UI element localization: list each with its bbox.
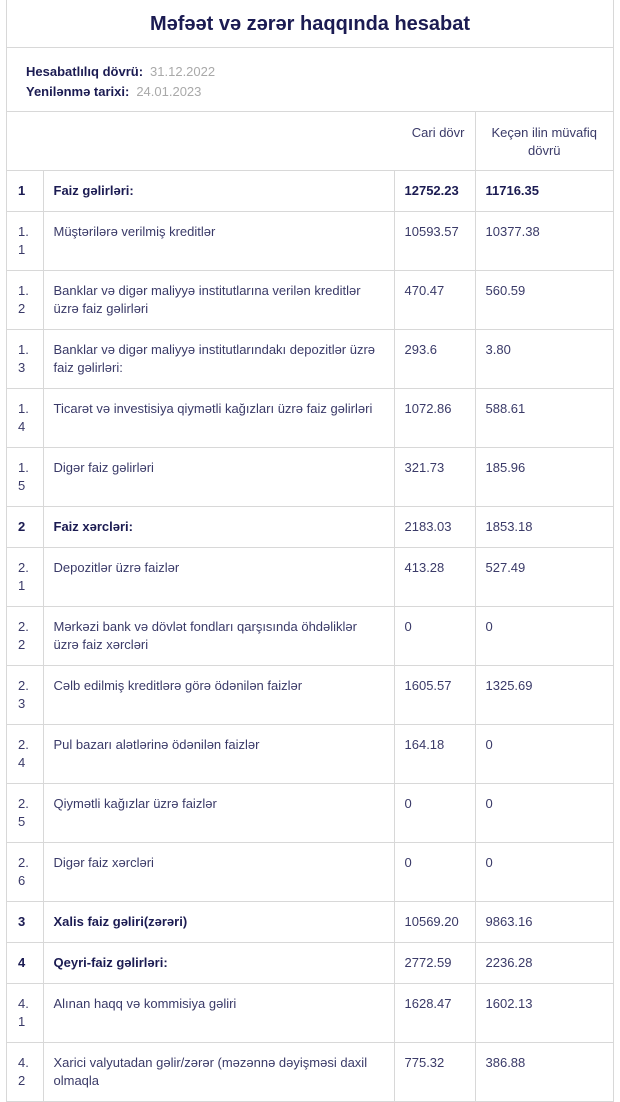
- row-number: 2.2: [7, 607, 43, 666]
- row-number: 2: [7, 507, 43, 548]
- row-current-value: 0: [394, 784, 475, 843]
- table-row: [7, 389, 613, 448]
- row-label: Mərkəzi bank və dövlət fondları qarşısında öhdəliklər üzrə faiz xərcləri: [43, 607, 394, 666]
- row-number: 4.2: [7, 1043, 43, 1102]
- table-row: [7, 843, 613, 902]
- row-previous-value: 10377.38: [475, 212, 613, 271]
- row-current-value: 1072.86: [394, 389, 475, 448]
- table-row: [7, 271, 613, 330]
- row-number: 1: [7, 171, 43, 212]
- row-current-value: 2772.59: [394, 943, 475, 984]
- update-date-value: 24.01.2023: [136, 84, 202, 99]
- row-number: 3: [7, 902, 43, 943]
- row-number: 2.1: [7, 548, 43, 607]
- table-header-row: [7, 112, 613, 171]
- page-title: Məfəət və zərər haqqında hesabat: [149, 13, 471, 35]
- report-period-line: [26, 62, 613, 82]
- row-previous-value: 1325.69: [475, 666, 613, 725]
- row-label: Digər faiz xərcləri: [43, 843, 394, 902]
- row-current-value: 2183.03: [394, 507, 475, 548]
- header-current-period: Cari dövr: [394, 112, 475, 171]
- table-row: [7, 984, 613, 1043]
- row-label: Faiz xərcləri:: [43, 507, 394, 548]
- row-label: Banklar və digər maliyyə institutlarına verilən kreditlər üzrə faiz gəlirləri: [43, 271, 394, 330]
- table-row: [7, 784, 613, 843]
- table-row: [7, 507, 613, 548]
- row-previous-value: 1853.18: [475, 507, 613, 548]
- table-row: [7, 212, 613, 271]
- table-row: [7, 725, 613, 784]
- row-current-value: 10593.57: [394, 212, 475, 271]
- row-number: 4: [7, 943, 43, 984]
- row-label: Müştərilərə verilmiş kreditlər: [43, 212, 394, 271]
- row-previous-value: 0: [475, 725, 613, 784]
- report-card: [6, 0, 614, 1102]
- update-date-line: [26, 82, 613, 102]
- row-label: Cəlb edilmiş kreditlərə görə ödənilən faizlər: [43, 666, 394, 725]
- row-previous-value: 11716.35: [475, 171, 613, 212]
- row-label: Alınan haqq və kommisiya gəliri: [43, 984, 394, 1043]
- row-previous-value: 0: [475, 843, 613, 902]
- report-period-label: Hesabatlılıq dövrü:: [26, 64, 144, 79]
- row-previous-value: 185.96: [475, 448, 613, 507]
- row-label: Faiz gəlirləri:: [43, 171, 394, 212]
- table-row: [7, 902, 613, 943]
- row-current-value: 321.73: [394, 448, 475, 507]
- row-current-value: 164.18: [394, 725, 475, 784]
- table-row: [7, 548, 613, 607]
- report-period-value: 31.12.2022: [150, 64, 216, 79]
- row-label: Qeyri-faiz gəlirləri:: [43, 943, 394, 984]
- row-current-value: 1628.47: [394, 984, 475, 1043]
- row-previous-value: 0: [475, 607, 613, 666]
- row-previous-value: 3.80: [475, 330, 613, 389]
- row-previous-value: 1602.13: [475, 984, 613, 1043]
- row-number: 1.4: [7, 389, 43, 448]
- row-number: 4.1: [7, 984, 43, 1043]
- row-current-value: 0: [394, 843, 475, 902]
- update-date-label: Yenilənmə tarixi:: [26, 84, 130, 99]
- row-number: 2.3: [7, 666, 43, 725]
- table-row: [7, 330, 613, 389]
- row-number: 1.3: [7, 330, 43, 389]
- row-label: Xarici valyutadan gəlir/zərər (məzənnə dəyişməsi daxil olmaqla: [43, 1043, 394, 1102]
- row-number: 1.1: [7, 212, 43, 271]
- row-label: Banklar və digər maliyyə institutlarındakı depozitlər üzrə faiz gəlirləri:: [43, 330, 394, 389]
- table-row: [7, 607, 613, 666]
- row-current-value: 1605.57: [394, 666, 475, 725]
- report-meta: [7, 48, 613, 112]
- row-previous-value: 386.88: [475, 1043, 613, 1102]
- row-current-value: 12752.23: [394, 171, 475, 212]
- report-title-bar: [7, 0, 613, 48]
- row-previous-value: 588.61: [475, 389, 613, 448]
- row-label: Ticarət və investisiya qiymətli kağızları üzrə faiz gəlirləri: [43, 389, 394, 448]
- row-number: 2.4: [7, 725, 43, 784]
- row-label: Qiymətli kağızlar üzrə faizlər: [43, 784, 394, 843]
- row-current-value: 10569.20: [394, 902, 475, 943]
- table-row: [7, 171, 613, 212]
- table-row: [7, 448, 613, 507]
- row-current-value: 0: [394, 607, 475, 666]
- row-previous-value: 560.59: [475, 271, 613, 330]
- header-previous-period: Keçən ilin müvafiq dövrü: [475, 112, 613, 171]
- row-current-value: 775.32: [394, 1043, 475, 1102]
- table-row: [7, 943, 613, 984]
- row-number: 2.6: [7, 843, 43, 902]
- row-number: 1.5: [7, 448, 43, 507]
- row-previous-value: 0: [475, 784, 613, 843]
- row-current-value: 413.28: [394, 548, 475, 607]
- row-label: Depozitlər üzrə faizlər: [43, 548, 394, 607]
- row-number: 2.5: [7, 784, 43, 843]
- table-row: [7, 666, 613, 725]
- row-label: Pul bazarı alətlərinə ödənilən faizlər: [43, 725, 394, 784]
- report-table-body: [7, 171, 613, 1102]
- row-previous-value: 9863.16: [475, 902, 613, 943]
- row-number: 1.2: [7, 271, 43, 330]
- row-label: Xalis faiz gəliri(zərəri): [43, 902, 394, 943]
- row-label: Digər faiz gəlirləri: [43, 448, 394, 507]
- row-previous-value: 2236.28: [475, 943, 613, 984]
- row-current-value: 293.6: [394, 330, 475, 389]
- header-spacer-cell: [7, 112, 394, 171]
- row-previous-value: 527.49: [475, 548, 613, 607]
- row-current-value: 470.47: [394, 271, 475, 330]
- profit-loss-table: [7, 112, 613, 1102]
- table-row: [7, 1043, 613, 1102]
